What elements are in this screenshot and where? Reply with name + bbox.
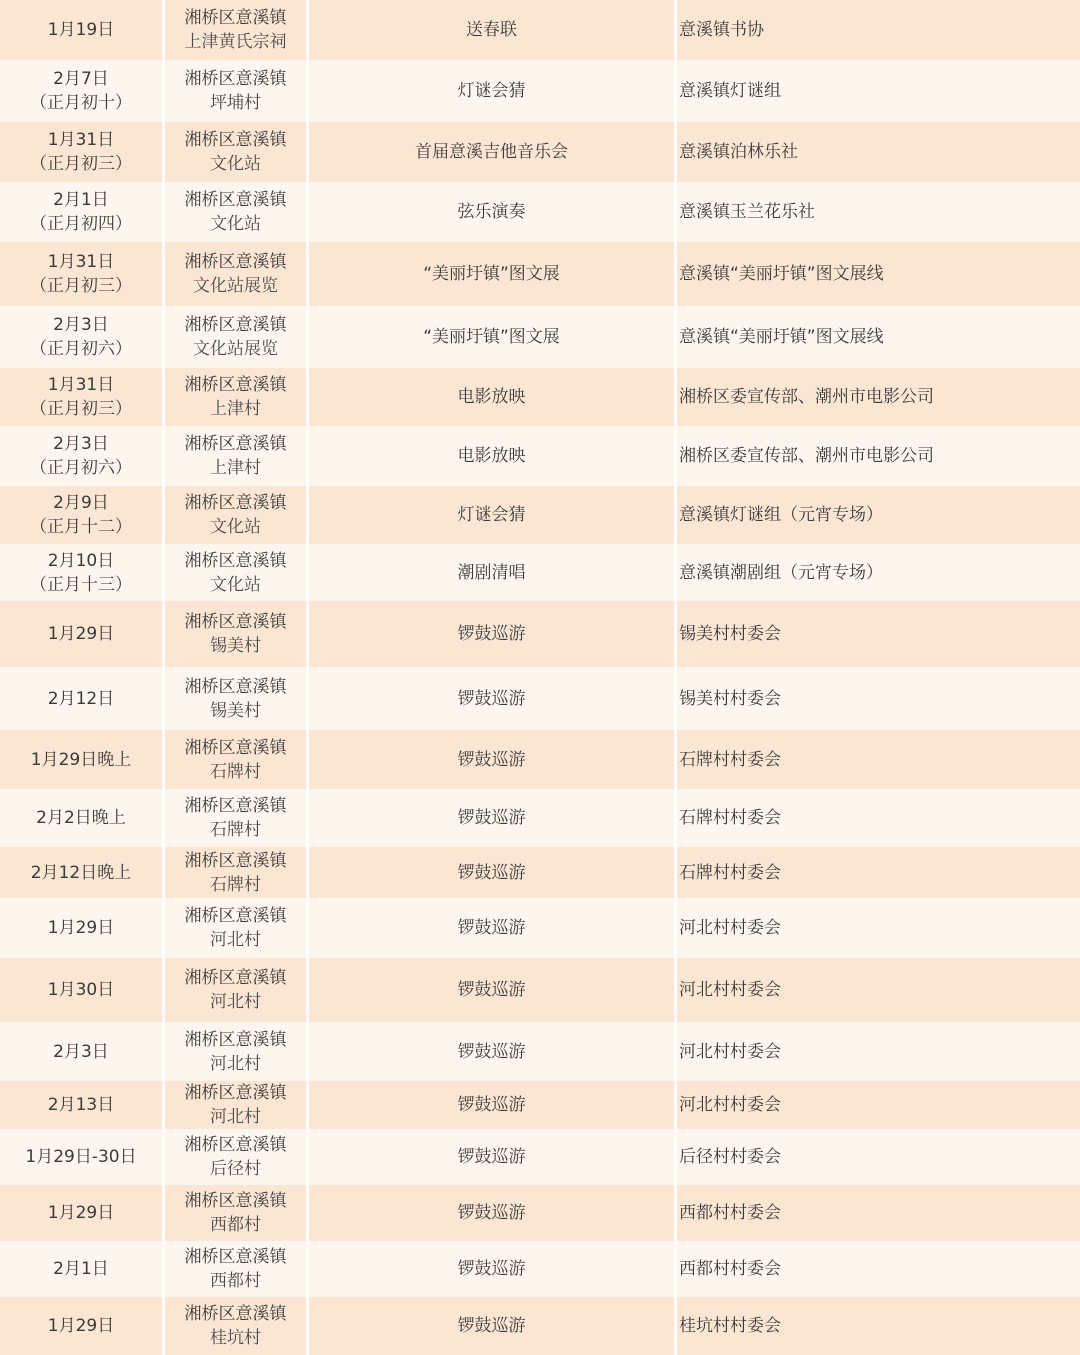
- event-name-cell: 锣鼓巡游: [309, 667, 677, 730]
- lunar-date-text: （正月初四）: [30, 214, 132, 234]
- date-text: 2月13日: [47, 1095, 115, 1115]
- date-cell: [0, 368, 165, 426]
- event-name-cell: 锣鼓巡游: [309, 847, 677, 898]
- location-venue: 石牌村: [210, 874, 261, 895]
- event-name-cell: “美丽圩镇”图文展: [309, 242, 677, 306]
- date-text: 1月31日: [47, 375, 115, 395]
- date-text: 1月29日: [47, 1203, 115, 1223]
- location-venue: 后径村: [210, 1159, 261, 1179]
- organizer-cell: 意溪镇“美丽圩镇”图文展线: [677, 306, 1080, 368]
- location-district: 湘桥区意溪镇: [184, 1191, 287, 1211]
- date-text: 1月31日: [47, 130, 115, 150]
- organizer-cell: 意溪镇潮剧组（元宵专场）: [677, 544, 1080, 601]
- date-cell: [0, 486, 165, 544]
- location-district: 湘桥区意溪镇: [184, 796, 287, 816]
- location-venue: 石牌村: [210, 761, 261, 782]
- organizer-cell: 石牌村村委会: [677, 789, 1080, 847]
- location-cell: [165, 1297, 309, 1355]
- location-district: 湘桥区意溪镇: [184, 1247, 287, 1267]
- organizer-cell: 西都村村委会: [677, 1185, 1080, 1241]
- organizer-cell: 意溪镇玉兰花乐社: [677, 182, 1080, 242]
- organizer-cell: 石牌村村委会: [677, 847, 1080, 898]
- location-cell: [165, 1129, 309, 1185]
- date-text: 1月31日: [47, 252, 115, 272]
- event-name-cell: 锣鼓巡游: [309, 958, 677, 1022]
- date-text: 1月29日-30日: [25, 1147, 137, 1167]
- date-cell: [0, 1129, 165, 1185]
- date-text: 1月29日: [47, 918, 115, 938]
- location-cell: [165, 368, 309, 426]
- location-venue: 桂坑村: [210, 1328, 261, 1348]
- date-cell: [0, 182, 165, 242]
- event-name-cell: 潮剧清唱: [309, 544, 677, 601]
- location-venue: 锡美村: [210, 700, 261, 721]
- date-cell: [0, 1241, 165, 1297]
- event-name-cell: 锣鼓巡游: [309, 601, 677, 667]
- event-name-cell: 首届意溪吉他音乐会: [309, 122, 677, 182]
- location-venue: 河北村: [210, 992, 261, 1012]
- location-venue: 西都村: [210, 1271, 261, 1291]
- location-venue: 西都村: [210, 1215, 261, 1235]
- lunar-date-text: （正月十二）: [30, 517, 132, 537]
- location-district: 湘桥区意溪镇: [184, 315, 287, 335]
- location-cell: [165, 1185, 309, 1241]
- lunar-date-text: （正月初三）: [30, 276, 132, 296]
- organizer-cell: 意溪镇泊林乐社: [677, 122, 1080, 182]
- location-district: 湘桥区意溪镇: [184, 8, 287, 28]
- organizer-cell: 河北村村委会: [677, 1022, 1080, 1081]
- date-cell: [0, 1081, 165, 1129]
- table-row: [0, 306, 1080, 368]
- lunar-date-text: （正月初三）: [30, 399, 132, 419]
- event-name-cell: 锣鼓巡游: [309, 1241, 677, 1297]
- date-cell: [0, 122, 165, 182]
- location-district: 湘桥区意溪镇: [184, 1083, 287, 1103]
- location-district: 湘桥区意溪镇: [184, 1029, 287, 1050]
- table-row: [0, 847, 1080, 898]
- location-cell: [165, 667, 309, 730]
- date-cell: [0, 1022, 165, 1081]
- organizer-cell: 锡美村村委会: [677, 667, 1080, 730]
- location-venue: 上津村: [210, 399, 261, 419]
- date-cell: [0, 789, 165, 847]
- location-cell: [165, 122, 309, 182]
- location-district: 湘桥区意溪镇: [184, 375, 287, 395]
- date-cell: [0, 426, 165, 486]
- location-cell: [165, 426, 309, 486]
- date-text: 2月12日: [47, 688, 115, 709]
- event-name-cell: 弦乐演奏: [309, 182, 677, 242]
- location-venue: 河北村: [210, 1107, 261, 1127]
- event-name-cell: 锣鼓巡游: [309, 1081, 677, 1129]
- location-venue: 锡美村: [210, 636, 261, 656]
- location-cell: [165, 1022, 309, 1081]
- location-cell: [165, 182, 309, 242]
- organizer-cell: 西都村村委会: [677, 1241, 1080, 1297]
- location-cell: [165, 0, 309, 60]
- lunar-date-text: （正月初十）: [30, 93, 132, 113]
- date-cell: [0, 242, 165, 306]
- location-venue: 上津村: [210, 458, 261, 478]
- table-row: [0, 426, 1080, 486]
- location-venue: 上津黄氏宗祠: [184, 32, 287, 52]
- location-district: 湘桥区意溪镇: [184, 968, 287, 988]
- location-cell: [165, 544, 309, 601]
- date-cell: [0, 306, 165, 368]
- event-name-cell: 锣鼓巡游: [309, 1129, 677, 1185]
- location-cell: [165, 601, 309, 667]
- location-venue: 文化站: [210, 214, 261, 234]
- date-cell: [0, 847, 165, 898]
- date-text: 2月12日晚上: [30, 862, 132, 883]
- location-district: 湘桥区意溪镇: [184, 69, 287, 89]
- date-cell: [0, 730, 165, 789]
- event-name-cell: 锣鼓巡游: [309, 1297, 677, 1355]
- location-cell: [165, 1241, 309, 1297]
- organizer-cell: 锡美村村委会: [677, 601, 1080, 667]
- table-row: [0, 182, 1080, 242]
- location-venue: 文化站展览: [193, 339, 278, 359]
- location-district: 湘桥区意溪镇: [184, 676, 287, 697]
- table-row: [0, 958, 1080, 1022]
- event-name-cell: 锣鼓巡游: [309, 1185, 677, 1241]
- date-text: 2月9日: [53, 493, 109, 513]
- table-row: [0, 368, 1080, 426]
- table-row: [0, 1129, 1080, 1185]
- location-district: 湘桥区意溪镇: [184, 1135, 287, 1155]
- location-venue: 文化站: [210, 517, 261, 537]
- location-venue: 河北村: [210, 930, 261, 950]
- date-text: 1月30日: [47, 980, 115, 1000]
- event-name-cell: “美丽圩镇”图文展: [309, 306, 677, 368]
- organizer-cell: 河北村村委会: [677, 958, 1080, 1022]
- date-cell: [0, 1297, 165, 1355]
- location-cell: [165, 242, 309, 306]
- date-cell: [0, 667, 165, 730]
- organizer-cell: 河北村村委会: [677, 898, 1080, 958]
- date-cell: [0, 898, 165, 958]
- location-cell: [165, 730, 309, 789]
- date-cell: [0, 601, 165, 667]
- table-row: [0, 667, 1080, 730]
- date-cell: [0, 0, 165, 60]
- location-district: 湘桥区意溪镇: [184, 550, 287, 571]
- location-venue: 文化站展览: [193, 276, 278, 296]
- event-name-cell: 灯谜会猜: [309, 60, 677, 122]
- table-row: [0, 242, 1080, 306]
- location-district: 湘桥区意溪镇: [184, 850, 287, 871]
- table-row: [0, 1241, 1080, 1297]
- location-venue: 坪埔村: [210, 93, 261, 113]
- date-text: 1月29日: [47, 624, 115, 644]
- lunar-date-text: （正月十三）: [30, 574, 132, 595]
- table-row: [0, 544, 1080, 601]
- date-text: 2月1日: [53, 190, 109, 210]
- organizer-cell: 意溪镇书协: [677, 0, 1080, 60]
- organizer-cell: 意溪镇“美丽圩镇”图文展线: [677, 242, 1080, 306]
- event-name-cell: 锣鼓巡游: [309, 789, 677, 847]
- location-venue: 河北村: [210, 1053, 261, 1074]
- date-cell: [0, 1185, 165, 1241]
- location-cell: [165, 847, 309, 898]
- organizer-cell: 意溪镇灯谜组（元宵专场）: [677, 486, 1080, 544]
- date-cell: [0, 958, 165, 1022]
- table-row: [0, 0, 1080, 60]
- event-name-cell: 锣鼓巡游: [309, 730, 677, 789]
- event-name-cell: 锣鼓巡游: [309, 1022, 677, 1081]
- organizer-cell: 湘桥区委宣传部、潮州市电影公司: [677, 426, 1080, 486]
- table-row: [0, 1022, 1080, 1081]
- table-row: [0, 601, 1080, 667]
- location-district: 湘桥区意溪镇: [184, 434, 287, 454]
- location-cell: [165, 1081, 309, 1129]
- event-name-cell: 送春联: [309, 0, 677, 60]
- location-cell: [165, 898, 309, 958]
- table-row: [0, 898, 1080, 958]
- location-district: 湘桥区意溪镇: [184, 493, 287, 513]
- location-cell: [165, 486, 309, 544]
- date-text: 1月29日: [47, 1316, 115, 1336]
- location-district: 湘桥区意溪镇: [184, 906, 287, 926]
- date-cell: [0, 544, 165, 601]
- lunar-date-text: （正月初六）: [30, 458, 132, 478]
- location-venue: 文化站: [210, 574, 261, 595]
- event-name-cell: 灯谜会猜: [309, 486, 677, 544]
- location-district: 湘桥区意溪镇: [184, 252, 287, 272]
- table-row: [0, 1185, 1080, 1241]
- table-row: [0, 122, 1080, 182]
- organizer-cell: 意溪镇灯谜组: [677, 60, 1080, 122]
- organizer-cell: 河北村村委会: [677, 1081, 1080, 1129]
- location-district: 湘桥区意溪镇: [184, 737, 287, 758]
- location-district: 湘桥区意溪镇: [184, 190, 287, 210]
- location-venue: 石牌村: [210, 820, 261, 840]
- organizer-cell: 桂坑村村委会: [677, 1297, 1080, 1355]
- date-text: 2月2日晚上: [36, 808, 126, 828]
- organizer-cell: 后径村村委会: [677, 1129, 1080, 1185]
- location-cell: [165, 789, 309, 847]
- location-cell: [165, 306, 309, 368]
- table-row: [0, 60, 1080, 122]
- event-name-cell: 电影放映: [309, 426, 677, 486]
- location-venue: 文化站: [210, 154, 261, 174]
- event-name-cell: 电影放映: [309, 368, 677, 426]
- date-text: 2月3日: [53, 434, 109, 454]
- date-text: 2月3日: [53, 1041, 109, 1062]
- date-text: 2月1日: [53, 1259, 109, 1279]
- date-text: 2月10日: [47, 550, 115, 571]
- organizer-cell: 湘桥区委宣传部、潮州市电影公司: [677, 368, 1080, 426]
- location-district: 湘桥区意溪镇: [184, 612, 287, 632]
- location-district: 湘桥区意溪镇: [184, 1304, 287, 1324]
- table-row: [0, 486, 1080, 544]
- lunar-date-text: （正月初六）: [30, 339, 132, 359]
- table-row: [0, 730, 1080, 789]
- date-text: 2月3日: [53, 315, 109, 335]
- organizer-cell: 石牌村村委会: [677, 730, 1080, 789]
- table-row: [0, 789, 1080, 847]
- date-text: 1月19日: [47, 20, 115, 40]
- location-district: 湘桥区意溪镇: [184, 130, 287, 150]
- location-cell: [165, 60, 309, 122]
- date-text: 2月7日: [53, 69, 109, 89]
- date-cell: [0, 60, 165, 122]
- table-row: [0, 1297, 1080, 1355]
- event-name-cell: 锣鼓巡游: [309, 898, 677, 958]
- lunar-date-text: （正月初三）: [30, 154, 132, 174]
- date-text: 1月29日晚上: [30, 749, 132, 770]
- table-row: [0, 1081, 1080, 1129]
- location-cell: [165, 958, 309, 1022]
